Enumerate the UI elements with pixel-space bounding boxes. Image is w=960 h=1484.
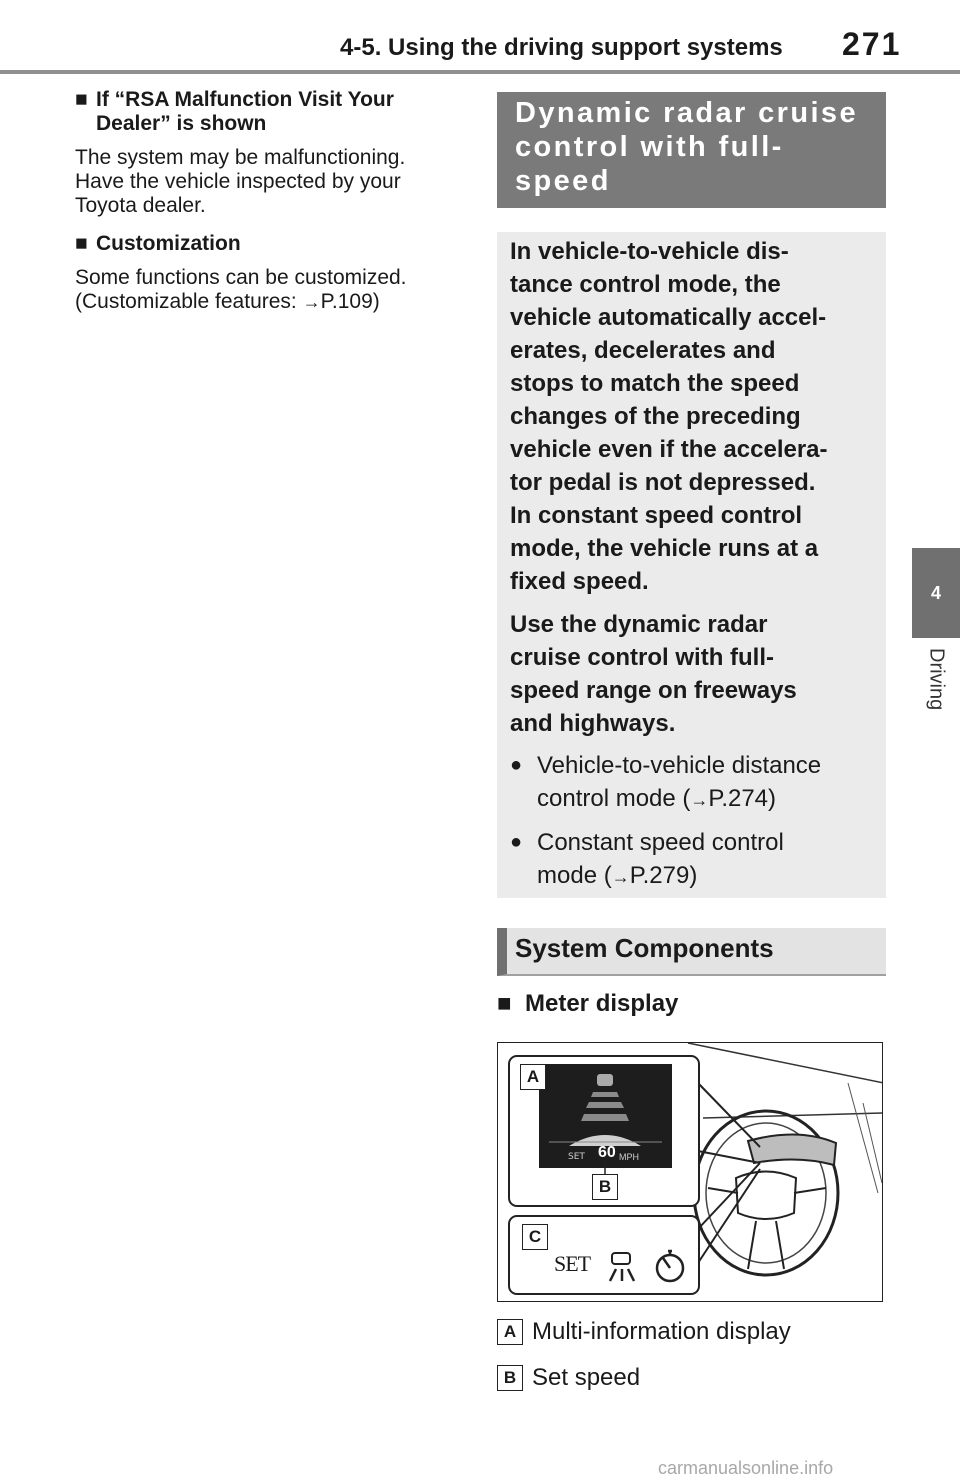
intro2-line: and highways.: [510, 710, 676, 737]
intro-line: erates, decelerates and: [510, 337, 776, 364]
screen-set-label: SET: [568, 1152, 585, 1162]
page-number: 271: [842, 26, 902, 62]
intro2-line: cruise control with full-: [510, 644, 775, 671]
intro-line: mode, the vehicle runs at a: [510, 535, 819, 562]
customization-heading: [75, 232, 470, 256]
customization-body-line1: Some functions can be customized.: [75, 266, 407, 289]
cruise-speedometer-icon: [650, 1245, 690, 1285]
bullet1-prefix: control mode (: [537, 785, 691, 812]
rsa-heading: [75, 88, 470, 136]
square-bullet-icon: ■: [75, 88, 88, 111]
constant-speed-page-link[interactable]: P.279): [629, 862, 698, 889]
intro-line: tance control mode, the: [510, 271, 781, 298]
screen-set-speed: 60: [598, 1144, 616, 1161]
intro-paragraph: [510, 232, 872, 598]
legend-tag: B: [497, 1365, 523, 1391]
legend-a: [497, 1318, 791, 1346]
bullet-dot-icon: ●: [510, 754, 523, 776]
legend-tag: A: [497, 1319, 523, 1345]
components-heading: System Components: [497, 928, 886, 976]
rsa-body-line3: Toyota dealer.: [75, 194, 206, 217]
intro-box: [497, 232, 886, 898]
radar-cruise-icon: [602, 1247, 642, 1287]
multi-info-panel: [508, 1055, 700, 1207]
customization-page-link[interactable]: P.109): [320, 290, 380, 313]
intro2-line: Use the dynamic radar: [510, 611, 768, 638]
intro-line: vehicle even if the accelera-: [510, 436, 828, 463]
intro-line: tor pedal is not depressed.: [510, 469, 816, 496]
watermark: carmanualsonline.info: [658, 1458, 834, 1478]
arrow-right-icon: →: [302, 292, 321, 312]
bullet-constant-speed-mode: [510, 826, 872, 894]
distance-mode-page-link[interactable]: P.274): [708, 785, 777, 812]
main-heading-line2: control with full-speed: [515, 131, 784, 197]
intro-line: stops to match the speed: [510, 370, 800, 397]
tag-c: C: [522, 1224, 548, 1250]
bullet-distance-mode: [510, 749, 872, 817]
meter-figure: [497, 1042, 883, 1302]
bullet-dot-icon: ●: [510, 831, 523, 853]
rsa-heading-line1: If “RSA Malfunction Visit Your: [96, 88, 394, 111]
main-heading-box: [497, 92, 886, 231]
legend-b: [497, 1364, 640, 1392]
dashboard-line: [688, 1043, 883, 1083]
bullet2-prefix: mode (: [537, 862, 612, 889]
left-column: [75, 88, 470, 328]
rsa-body: [75, 146, 470, 218]
indicator-panel: [508, 1215, 700, 1295]
header-title: 4-5. Using the driving support systems: [340, 34, 783, 61]
meter-cluster: [748, 1134, 836, 1165]
intro-line: In constant speed control: [510, 502, 803, 529]
intro-line: vehicle automatically accel-: [510, 304, 827, 331]
arrow-right-icon: →: [611, 867, 630, 887]
chapter-label: Driving: [925, 648, 948, 711]
square-bullet-icon: ■: [75, 232, 88, 255]
tag-b: B: [592, 1174, 618, 1200]
legend-text: Multi-information display: [532, 1318, 791, 1345]
cruise-set-indicator: SET: [554, 1251, 591, 1276]
rsa-heading-line2: Dealer” is shown: [96, 112, 267, 135]
intro-line: fixed speed.: [510, 568, 649, 595]
bullet1-line1: Vehicle-to-vehicle distance: [537, 752, 822, 779]
meter-display-heading: [497, 990, 678, 1018]
intro-paragraph-2: [510, 608, 872, 740]
customization-body: [75, 266, 470, 314]
square-bullet-icon: ■: [497, 990, 512, 1017]
intro2-line: speed range on freeways: [510, 677, 797, 704]
main-heading-line1: Dynamic radar cruise: [515, 97, 858, 129]
chapter-tab[interactable]: 4: [912, 548, 960, 638]
tag-a: A: [520, 1064, 546, 1090]
screen-speed-unit: MPH: [619, 1152, 639, 1162]
bullet2-line1: Constant speed control: [537, 829, 784, 856]
tag-b-leader: [510, 1057, 702, 1209]
header-rule: [0, 70, 960, 74]
intro-line: changes of the preceding: [510, 403, 801, 430]
customization-heading-text: Customization: [96, 232, 241, 255]
rsa-body-line1: The system may be malfunctioning.: [75, 146, 406, 169]
meter-display-heading-text: Meter display: [525, 990, 679, 1017]
legend-text: Set speed: [532, 1364, 641, 1391]
dashboard-line: [848, 1083, 882, 1193]
arrow-right-icon: →: [690, 790, 709, 810]
customization-body-prefix: (Customizable features:: [75, 290, 303, 313]
rsa-body-line2: Have the vehicle inspected by your: [75, 170, 401, 193]
intro-line: In vehicle-to-vehicle dis-: [510, 238, 789, 265]
main-heading-line3: range: [515, 199, 606, 231]
